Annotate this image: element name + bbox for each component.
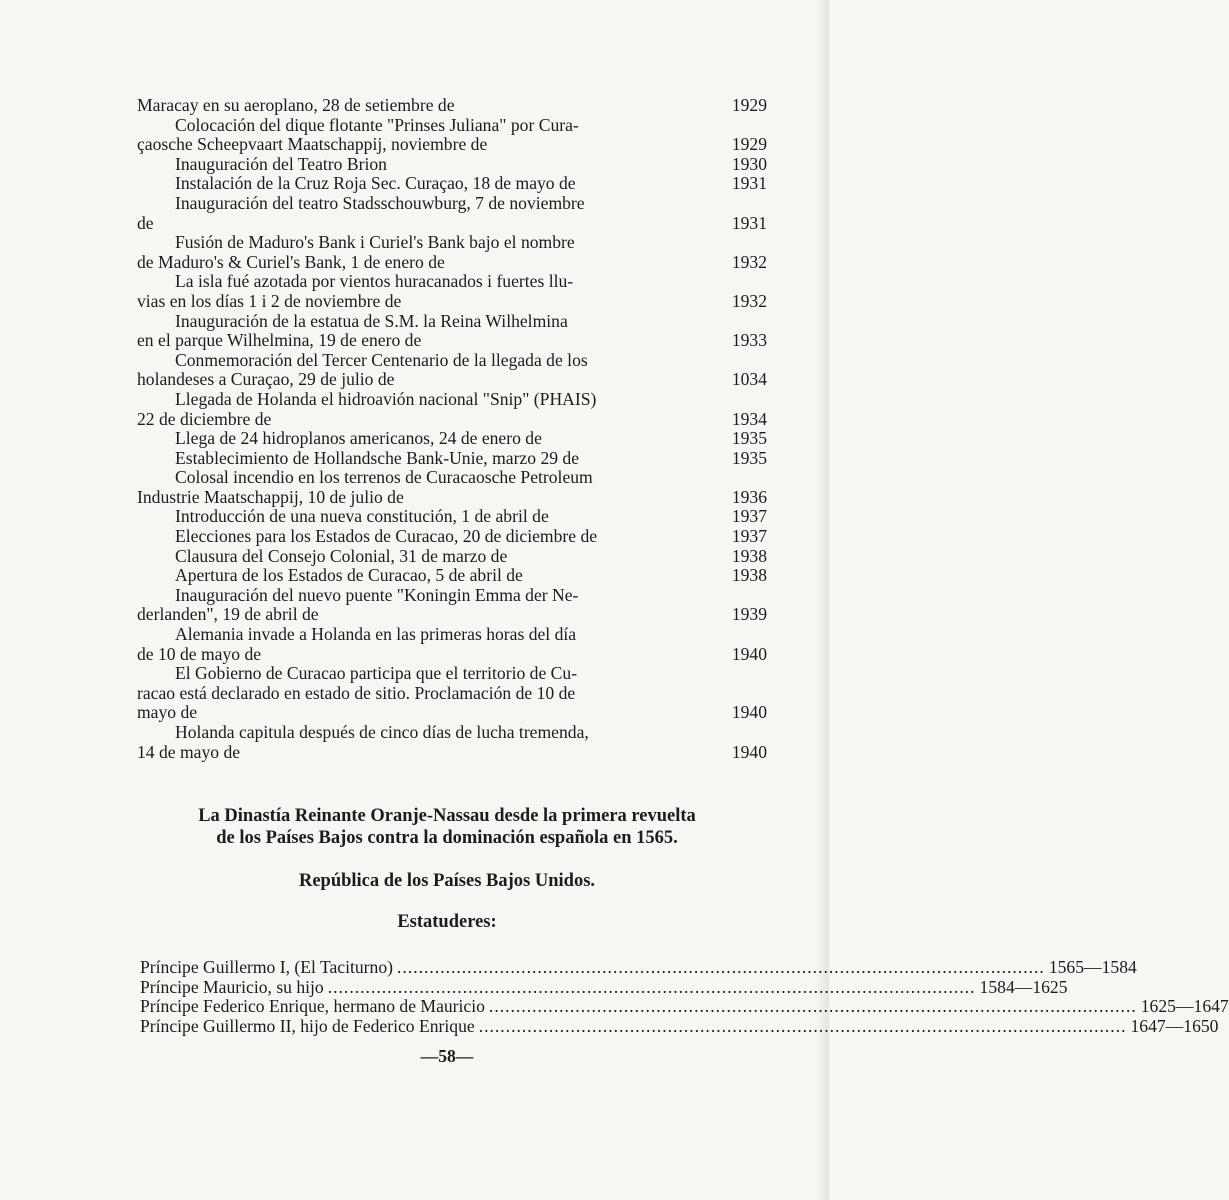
entry-text-line: Colocación del dique flotante "Prinses Juliana" por Cura- bbox=[175, 114, 579, 135]
entry-year: 1932 bbox=[731, 290, 767, 311]
entry-text-line: de Maduro's & Curiel's Bank, 1 de enero de bbox=[137, 251, 445, 272]
chronology-entry bbox=[137, 194, 767, 233]
entry-text-line: 14 de mayo de bbox=[137, 741, 241, 762]
entry-text-line: Apertura de los Estados de Curacao, 5 de abril de bbox=[175, 565, 523, 586]
entry-year: 1937 bbox=[731, 526, 767, 547]
chronology-entry bbox=[137, 723, 767, 762]
chronology-entry bbox=[137, 547, 767, 567]
republic-heading: República de los Países Bajos Unidos. bbox=[298, 871, 596, 891]
dot-leader: ........................................................................................................................ bbox=[478, 1015, 1127, 1036]
entry-year: 1931 bbox=[731, 212, 767, 233]
stadtholder-period: 1565—1584 bbox=[1048, 957, 1137, 977]
entry-text-line: Introducción de una nueva constitución, 1 de abril de bbox=[175, 506, 549, 527]
chronology-entry bbox=[137, 155, 767, 175]
stadtholder-name: Príncipe Guillermo I, (El Taciturno) bbox=[140, 957, 393, 977]
dynasty-heading-line-1: La Dinastía Reinante Oranje-Nassau desde la primera revuelta bbox=[198, 806, 696, 826]
chronology-entry bbox=[137, 390, 767, 429]
entry-text-line: Fusión de Maduro's Bank i Curiel's Bank bajo el nombre bbox=[175, 232, 575, 253]
stadtholders-list bbox=[140, 957, 1229, 1036]
entry-year: 1938 bbox=[731, 545, 767, 566]
chronology-entry bbox=[137, 566, 767, 586]
entry-text-line: Llegada de Holanda el hidroavión nacional "Snip" (PHAIS) bbox=[175, 388, 597, 409]
chronology-entry bbox=[137, 468, 767, 507]
chronology-entry bbox=[137, 527, 767, 547]
entry-text-line: Inauguración del teatro Stadsschouwburg, 7 de noviembre bbox=[175, 192, 585, 213]
entry-text-line: Conmemoración del Tercer Centenario de la llegada de los bbox=[175, 349, 588, 370]
stadtholder-row bbox=[140, 1015, 1219, 1037]
entry-text-line: Inauguración de la estatua de S.M. la Reina Wilhelmina bbox=[175, 310, 568, 331]
chronology-entry bbox=[137, 272, 767, 311]
stadtholders-heading: Estatuderes: bbox=[397, 912, 497, 932]
entry-text-line: 22 de diciembre de bbox=[137, 408, 272, 429]
entry-text-line: en el parque Wilhelmina, 19 de enero de bbox=[137, 330, 422, 351]
chronology-entry bbox=[137, 507, 767, 527]
entry-text-line: Colosal incendio en los terrenos de Curacaosche Petroleum bbox=[175, 467, 593, 488]
chronology-entry bbox=[137, 233, 767, 272]
dynasty-heading-line-2: de los Países Bajos contra la dominación española en 1565. bbox=[216, 828, 678, 848]
page-number: —58— bbox=[420, 1046, 474, 1066]
chronology-entry bbox=[137, 664, 767, 723]
entry-text-line: de 10 de mayo de bbox=[137, 643, 262, 664]
entry-text-line: El Gobierno de Curacao participa que el territorio de Cu- bbox=[175, 663, 578, 684]
entry-text-line: mayo de bbox=[137, 702, 198, 723]
chronology-entry bbox=[137, 351, 767, 390]
chronology-entry bbox=[137, 312, 767, 351]
dynasty-heading bbox=[137, 805, 757, 849]
entry-year: 1929 bbox=[731, 95, 767, 115]
entry-text-line: de bbox=[137, 212, 154, 233]
entry-text-line: Instalación de la Cruz Roja Sec. Curaçao, 18 de mayo de bbox=[175, 173, 576, 194]
chronology-entry bbox=[137, 174, 767, 194]
entry-text-line: Inauguración del nuevo puente "Koningin Emma der Ne- bbox=[175, 584, 579, 605]
entry-text-line: Establecimiento de Hollandsche Bank-Unie, marzo 29 de bbox=[175, 447, 580, 468]
dot-leader: ........................................................................................................................ bbox=[488, 996, 1137, 1017]
entry-text-line: Llega de 24 hidroplanos americanos, 24 de enero de bbox=[175, 428, 542, 449]
stadtholder-name: Príncipe Guillermo II, hijo de Federico Enrique bbox=[140, 1015, 475, 1036]
stadtholder-name: Príncipe Mauricio, su hijo bbox=[140, 976, 324, 997]
entry-year: 1937 bbox=[731, 506, 767, 527]
chronology-entry bbox=[137, 96, 767, 116]
chronology-entry bbox=[137, 449, 767, 469]
entry-text-line: Holanda capitula después de cinco días de lucha tremenda, bbox=[175, 722, 589, 742]
entry-year: 1935 bbox=[731, 428, 767, 449]
entry-text-line: Industrie Maatschappij, 10 de julio de bbox=[137, 486, 404, 507]
entry-year: 1936 bbox=[731, 486, 767, 507]
stadtholder-period: 1647—1650 bbox=[1130, 1015, 1219, 1036]
entry-year: 1034 bbox=[731, 369, 767, 390]
entry-text-line: derlanden", 19 de abril de bbox=[137, 604, 319, 625]
stadtholder-row bbox=[140, 976, 1068, 998]
entry-year: 1935 bbox=[731, 447, 767, 468]
chronology-entry bbox=[137, 429, 767, 449]
entry-year: 1933 bbox=[731, 330, 767, 351]
entry-text-line: Alemania invade a Holanda en las primeras horas del día bbox=[175, 624, 577, 645]
stadtholder-period: 1584—1625 bbox=[979, 976, 1068, 997]
stadtholder-period: 1625—1647 bbox=[1140, 996, 1229, 1017]
entry-year: 1940 bbox=[731, 741, 767, 762]
entry-year: 1931 bbox=[731, 173, 767, 194]
entry-year: 1930 bbox=[731, 153, 767, 174]
entry-text-line: holandeses a Curaçao, 29 de julio de bbox=[137, 369, 395, 390]
entry-text-line: vias en los días 1 i 2 de noviembre de bbox=[137, 290, 402, 311]
entry-year: 1939 bbox=[731, 604, 767, 625]
entry-text-line: La isla fué azotada por vientos huracanados i fuertes llu- bbox=[175, 271, 574, 292]
chronology-list bbox=[137, 96, 767, 762]
dot-leader: ........................................................................................................................ bbox=[327, 976, 976, 997]
chronology-entry bbox=[137, 586, 767, 625]
entry-year: 1940 bbox=[731, 643, 767, 664]
entry-text-line: Inauguración del Teatro Brion bbox=[175, 153, 387, 174]
entry-year: 1934 bbox=[731, 408, 767, 429]
entry-year: 1938 bbox=[731, 565, 767, 586]
entry-year: 1940 bbox=[731, 702, 767, 723]
entry-year: 1932 bbox=[731, 251, 767, 272]
dot-leader: ........................................................................................................................ bbox=[397, 957, 1045, 977]
entry-text-line: Elecciones para los Estados de Curacao, 20 de diciembre de bbox=[175, 526, 598, 547]
entry-text-line: racao está declarado en estado de sitio. Proclamación de 10 de bbox=[137, 682, 576, 703]
chronology-entry bbox=[137, 116, 767, 155]
entry-text-line: Clausura del Consejo Colonial, 31 de marzo de bbox=[175, 545, 508, 566]
entry-text-line: çaosche Scheepvaart Maatschappij, noviembre de bbox=[137, 134, 488, 155]
stadtholder-name: Príncipe Federico Enrique, hermano de Mauricio bbox=[140, 996, 485, 1017]
entry-year: 1929 bbox=[731, 134, 767, 155]
entry-text-line: Maracay en su aeroplano, 28 de setiembre de bbox=[137, 95, 455, 115]
stadtholder-row bbox=[140, 996, 1229, 1017]
chronology-entry bbox=[137, 625, 767, 664]
stadtholder-row bbox=[140, 957, 1137, 978]
